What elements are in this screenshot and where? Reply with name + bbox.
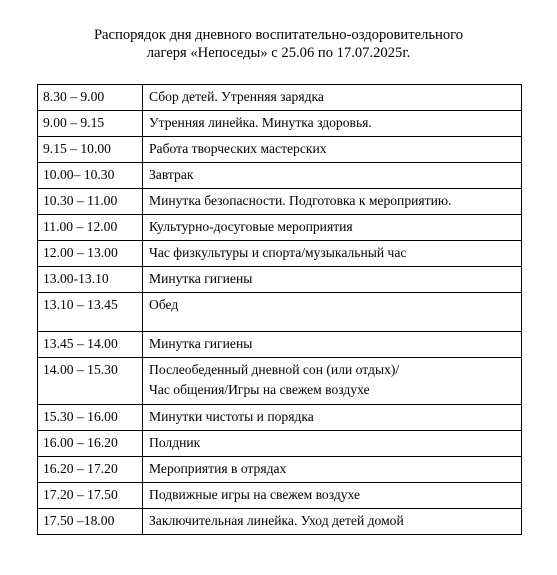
time-cell: 12.00 – 13.00 bbox=[38, 241, 143, 267]
activity-cell bbox=[143, 358, 522, 405]
table-row bbox=[38, 332, 522, 358]
activity-cell: Минутки чистоты и порядка bbox=[143, 405, 522, 431]
table-row bbox=[38, 457, 522, 483]
table-row bbox=[38, 85, 522, 111]
title-line-1: Распорядок дня дневного воспитательно-оздоровительного bbox=[93, 27, 464, 43]
table-row bbox=[38, 509, 522, 535]
activity-cell: Полдник bbox=[143, 431, 522, 457]
activity-cell: Минутка гигиены bbox=[143, 332, 522, 358]
activity-cell: Культурно-досуговые мероприятия bbox=[143, 215, 522, 241]
activity-cell: Мероприятия в отрядах bbox=[143, 457, 522, 483]
activity-cell: Сбор детей. Утренняя зарядка bbox=[143, 85, 522, 111]
table-row bbox=[38, 267, 522, 293]
page-title bbox=[0, 26, 557, 62]
title-line-2: лагеря «Непоседы» с 25.06 по 17.07.2025г. bbox=[146, 45, 411, 61]
time-cell: 15.30 – 16.00 bbox=[38, 405, 143, 431]
time-cell: 16.00 – 16.20 bbox=[38, 431, 143, 457]
activity-cell: Работа творческих мастерских bbox=[143, 137, 522, 163]
table-row bbox=[38, 111, 522, 137]
table-row bbox=[38, 163, 522, 189]
activity-cell: Обед bbox=[143, 293, 522, 332]
time-cell: 16.20 – 17.20 bbox=[38, 457, 143, 483]
time-cell: 8.30 – 9.00 bbox=[38, 85, 143, 111]
time-cell: 10.30 – 11.00 bbox=[38, 189, 143, 215]
time-cell: 13.10 – 13.45 bbox=[38, 293, 143, 332]
time-cell: 13.45 – 14.00 bbox=[38, 332, 143, 358]
table-row bbox=[38, 241, 522, 267]
table-row bbox=[38, 189, 522, 215]
activity-line-2: Час общения/Игры на свежем воздухе bbox=[149, 382, 370, 397]
table-row bbox=[38, 293, 522, 332]
table-row bbox=[38, 137, 522, 163]
activity-line-1: Послеобеденный дневной сон (или отдых)/ bbox=[149, 362, 400, 377]
activity-cell: Завтрак bbox=[143, 163, 522, 189]
activity-cell: Заключительная линейка. Уход детей домой bbox=[143, 509, 522, 535]
time-cell: 14.00 – 15.30 bbox=[38, 358, 143, 405]
schedule-table bbox=[37, 84, 522, 535]
activity-cell: Минутка гигиены bbox=[143, 267, 522, 293]
activity-cell: Час физкультуры и спорта/музыкальный час bbox=[143, 241, 522, 267]
time-cell: 11.00 – 12.00 bbox=[38, 215, 143, 241]
table-row bbox=[38, 431, 522, 457]
table-row bbox=[38, 215, 522, 241]
table-row bbox=[38, 483, 522, 509]
activity-cell: Подвижные игры на свежем воздухе bbox=[143, 483, 522, 509]
time-cell: 13.00-13.10 bbox=[38, 267, 143, 293]
time-cell: 17.20 – 17.50 bbox=[38, 483, 143, 509]
table-row bbox=[38, 405, 522, 431]
time-cell: 10.00– 10.30 bbox=[38, 163, 143, 189]
activity-cell: Минутка безопасности. Подготовка к мероприятию. bbox=[143, 189, 522, 215]
time-cell: 9.00 – 9.15 bbox=[38, 111, 143, 137]
activity-cell: Утренняя линейка. Минутка здоровья. bbox=[143, 111, 522, 137]
table-row bbox=[38, 358, 522, 405]
time-cell: 9.15 – 10.00 bbox=[38, 137, 143, 163]
time-cell: 17.50 –18.00 bbox=[38, 509, 143, 535]
